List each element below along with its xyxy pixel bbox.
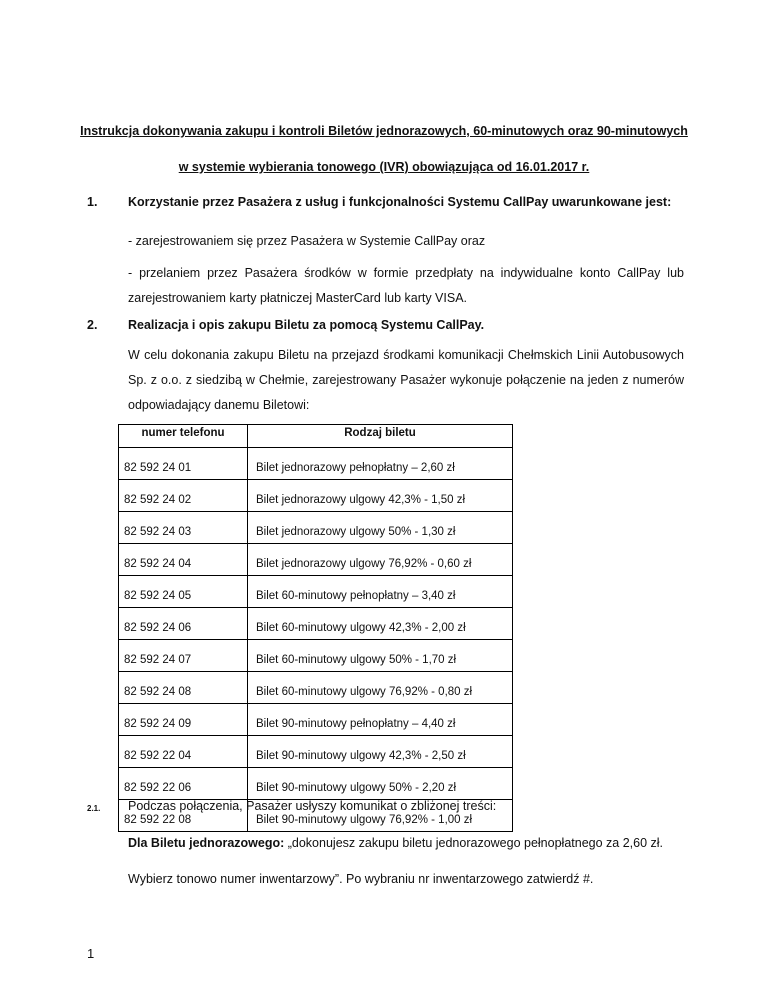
phone-number: 82 592 24 08 (119, 672, 248, 704)
phone-number: 82 592 24 01 (119, 448, 248, 480)
ticket-type: Bilet 60-minutowy pełnopłatny – 3,40 zł (248, 576, 513, 608)
ticket-table (118, 424, 513, 832)
section21-number: 2.1. (87, 804, 101, 813)
phone-number: 82 592 24 04 (119, 544, 248, 576)
section1-heading: Korzystanie przez Pasażera z usług i funkcjonalności Systemu CallPay uwarunkowane jest: (128, 195, 672, 209)
phone-number: 82 592 24 03 (119, 512, 248, 544)
ticket-label: Dla Biletu jednorazowego: (128, 836, 285, 850)
phone-number: 82 592 24 05 (119, 576, 248, 608)
table-row (119, 672, 513, 704)
ticket-type: Bilet jednorazowy ulgowy 42,3% - 1,50 zł (248, 480, 513, 512)
phone-number: 82 592 22 04 (119, 736, 248, 768)
phone-number: 82 592 24 09 (119, 704, 248, 736)
section21-line3: Wybierz tonowo numer inwentarzowy”. Po wybraniu nr inwentarzowego zatwierdź #. (128, 872, 594, 886)
ticket-type: Bilet 60-minutowy ulgowy 42,3% - 2,00 zł (248, 608, 513, 640)
table-row (119, 640, 513, 672)
ticket-type: Bilet 90-minutowy ulgowy 50% - 2,20 zł (248, 768, 513, 800)
phone-number: 82 592 22 08 (119, 800, 248, 832)
ticket-type: Bilet 90-minutowy pełnopłatny – 4,40 zł (248, 704, 513, 736)
table-row (119, 608, 513, 640)
section21-text: Podczas połączenia, Pasażer usłyszy komunikat o zbliżonej treści: (128, 799, 497, 813)
section1-bullet2: - przelaniem przez Pasażera środków w formie przedpłaty na indywidualne konto CallPay lub zarejestrowaniem karty płatniczej MasterCard lub karty VISA. (128, 266, 684, 305)
table-row (119, 576, 513, 608)
ticket-type: Bilet jednorazowy pełnopłatny – 2,60 zł (248, 448, 513, 480)
table-row (119, 736, 513, 768)
section2-heading: Realizacja i opis zakupu Biletu za pomocą Systemu CallPay. (128, 318, 485, 332)
table-row (119, 448, 513, 480)
section2-intro: W celu dokonania zakupu Biletu na przejazd środkami komunikacji Chełmskich Linii Autobusowych Sp. z o.o. z siedzibą w Chełmie, zarejestrowany Pasażer wykonuje połączenie na jeden z numerów odpowiadający danemu Biletowi: (128, 348, 684, 412)
ticket-type: Bilet 90-minutowy ulgowy 76,92% - 1,00 zł (248, 800, 513, 832)
header-ticket-type: Rodzaj biletu (248, 425, 513, 448)
table-row (119, 480, 513, 512)
table-row (119, 544, 513, 576)
phone-number: 82 592 24 06 (119, 608, 248, 640)
table-header-row (119, 425, 513, 448)
ticket-quote: „dokonujesz zakupu biletu jednorazowego pełnopłatnego za 2,60 zł. (284, 836, 664, 850)
section2-number: 2. (87, 318, 98, 332)
section1-bullet1: - zarejestrowaniem się przez Pasażera w Systemie CallPay oraz (128, 234, 486, 248)
document-title-line2: w systemie wybierania tonowego (IVR) obowiązująca od 16.01.2017 r. (178, 160, 590, 174)
ticket-type: Bilet 60-minutowy ulgowy 76,92% - 0,80 zł (248, 672, 513, 704)
table-row (119, 768, 513, 800)
section21-message (128, 836, 663, 850)
ticket-type: Bilet 60-minutowy ulgowy 50% - 1,70 zł (248, 640, 513, 672)
table-row (119, 512, 513, 544)
ticket-type: Bilet 90-minutowy ulgowy 42,3% - 2,50 zł (248, 736, 513, 768)
phone-number: 82 592 24 07 (119, 640, 248, 672)
table-row (119, 704, 513, 736)
section1-number: 1. (87, 195, 98, 209)
page-number: 1 (87, 946, 95, 961)
ticket-type: Bilet jednorazowy ulgowy 50% - 1,30 zł (248, 512, 513, 544)
document-title-line1: Instrukcja dokonywania zakupu i kontroli Biletów jednorazowych, 60-minutowych oraz 90-minutowych (80, 124, 688, 138)
phone-number: 82 592 24 02 (119, 480, 248, 512)
ticket-type: Bilet jednorazowy ulgowy 76,92% - 0,60 zł (248, 544, 513, 576)
phone-number: 82 592 22 06 (119, 768, 248, 800)
header-phone: numer telefonu (119, 425, 248, 448)
